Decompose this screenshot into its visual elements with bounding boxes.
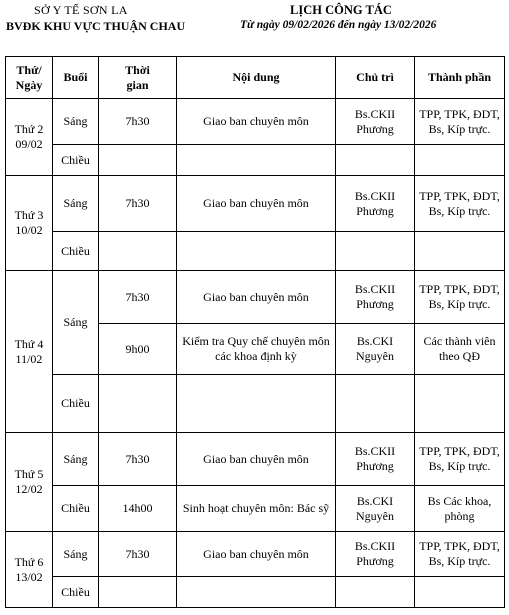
members-cell: TPP, TPK, ĐDT, Bs, Kíp trực. — [415, 271, 505, 324]
day-cell: Thứ 4 11/02 — [6, 271, 53, 433]
table-row — [6, 99, 505, 145]
content-cell: Giao ban chuyên môn — [177, 271, 336, 324]
time-cell: 7h30 — [99, 176, 177, 232]
content-cell — [177, 375, 336, 433]
table-header-row — [6, 57, 505, 99]
time-cell: 14h00 — [99, 486, 177, 532]
chair-cell: Bs.CKII Phương — [336, 433, 415, 486]
schedule-table — [5, 56, 505, 608]
session-cell: Sáng — [53, 99, 99, 145]
col-day-header: Thứ/ Ngày — [6, 57, 53, 99]
session-cell: Chiều — [53, 486, 99, 532]
content-cell — [177, 577, 336, 608]
members-cell: Bs Các khoa, phòng — [415, 486, 505, 532]
table-row — [6, 577, 505, 608]
col-chair-header: Chủ trì — [336, 57, 415, 99]
members-cell: TPP, TPK, ĐDT, Bs, Kíp trực. — [415, 532, 505, 577]
time-cell: 7h30 — [99, 433, 177, 486]
time-cell — [99, 232, 177, 271]
chair-cell: Bs.CKII Phương — [336, 271, 415, 324]
day-cell: Thứ 2 09/02 — [6, 99, 53, 176]
chair-cell: Bs.CKI Nguyên — [336, 486, 415, 532]
chair-cell: Bs.CKI Nguyên — [336, 324, 415, 375]
members-cell — [415, 577, 505, 608]
content-cell: Kiểm tra Quy chế chuyên môn các khoa định kỳ — [177, 324, 336, 375]
document-title: LỊCH CÔNG TÁC — [290, 3, 392, 17]
session-cell: Sáng — [53, 433, 99, 486]
members-cell — [415, 232, 505, 271]
session-cell: Sáng — [53, 532, 99, 577]
table-row — [6, 271, 505, 324]
session-cell: Chiều — [53, 232, 99, 271]
content-cell: Giao ban chuyên môn — [177, 433, 336, 486]
members-cell: Các thành viên theo QĐ — [415, 324, 505, 375]
chair-cell: Bs.CKII Phương — [336, 532, 415, 577]
chair-cell — [336, 232, 415, 271]
table-row — [6, 232, 505, 271]
col-members-header: Thành phần — [415, 57, 505, 99]
time-cell — [99, 145, 177, 176]
table-row — [6, 486, 505, 532]
table-row — [6, 176, 505, 232]
time-cell — [99, 375, 177, 433]
time-cell: 7h30 — [99, 271, 177, 324]
session-cell: Chiều — [53, 145, 99, 176]
chair-cell: Bs.CKII Phương — [336, 99, 415, 145]
content-cell: Giao ban chuyên môn — [177, 99, 336, 145]
members-cell — [415, 145, 505, 176]
content-cell: Sinh hoạt chuyên môn: Bác sỹ — [177, 486, 336, 532]
content-cell — [177, 145, 336, 176]
document-header — [0, 0, 509, 54]
day-cell: Thứ 6 13/02 — [6, 532, 53, 608]
session-cell: Chiều — [53, 375, 99, 433]
time-cell: 9h00 — [99, 324, 177, 375]
table-row — [6, 375, 505, 433]
col-content-header: Nội dung — [177, 57, 336, 99]
content-cell — [177, 232, 336, 271]
chair-cell: Bs.CKII Phương — [336, 176, 415, 232]
day-cell: Thứ 5 12/02 — [6, 433, 53, 532]
session-cell: Sáng — [53, 176, 99, 232]
table-row — [6, 532, 505, 577]
time-cell: 7h30 — [99, 532, 177, 577]
chair-cell — [336, 577, 415, 608]
content-cell: Giao ban chuyên môn — [177, 532, 336, 577]
chair-cell — [336, 375, 415, 433]
table-row — [6, 433, 505, 486]
members-cell — [415, 375, 505, 433]
org-line-1: SỞ Y TẾ SƠN LA — [34, 3, 128, 17]
org-line-2: BVĐK KHU VỰC THUẬN CHAU — [6, 19, 186, 33]
chair-cell — [336, 145, 415, 176]
col-session-header: Buổi — [53, 57, 99, 99]
content-cell: Giao ban chuyên môn — [177, 176, 336, 232]
time-cell — [99, 577, 177, 608]
col-time-header: Thời gian — [99, 57, 177, 99]
session-cell: Sáng — [53, 271, 99, 375]
members-cell: TPP, TPK, ĐDT, Bs, Kíp trực. — [415, 99, 505, 145]
members-cell: TPP, TPK, ĐDT, Bs, Kíp trực. — [415, 433, 505, 486]
day-cell: Thứ 3 10/02 — [6, 176, 53, 271]
date-range: Từ ngày 09/02/2026 đến ngày 13/02/2026 — [240, 19, 437, 31]
time-cell: 7h30 — [99, 99, 177, 145]
members-cell: TPP, TPK, ĐDT, Bs, Kíp trực. — [415, 176, 505, 232]
table-row — [6, 145, 505, 176]
session-cell: Chiều — [53, 577, 99, 608]
